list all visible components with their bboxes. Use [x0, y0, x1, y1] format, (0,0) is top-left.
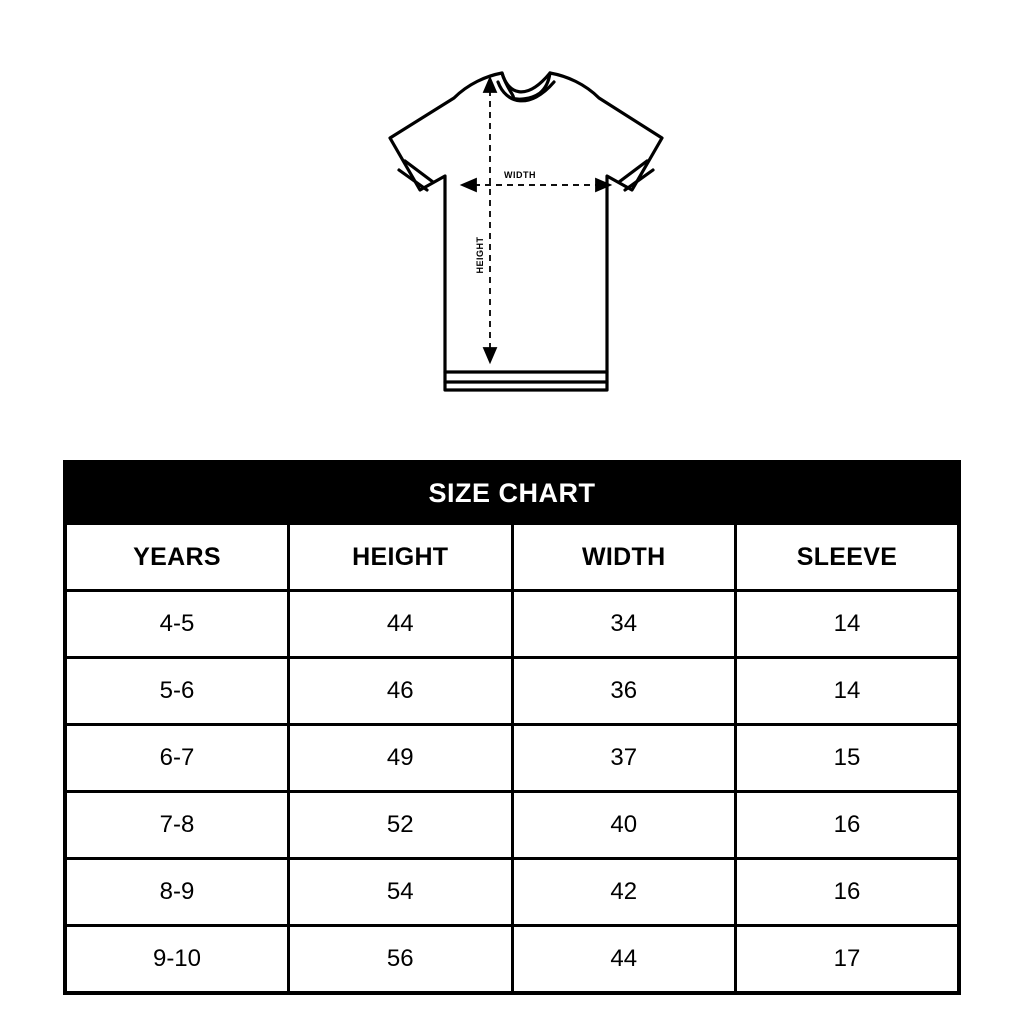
years-cell: 8-9	[65, 859, 289, 926]
size-chart-table-wrapper	[63, 460, 961, 995]
column-header: YEARS	[65, 524, 289, 591]
column-header: WIDTH	[512, 524, 736, 591]
measurement-cell: 14	[736, 658, 960, 725]
measurement-cell: 46	[289, 658, 513, 725]
measurement-cell: 16	[736, 792, 960, 859]
size-chart-table	[63, 460, 961, 995]
measurement-cell: 15	[736, 725, 960, 792]
measurement-cell: 52	[289, 792, 513, 859]
t-shirt-outline-icon	[302, 60, 722, 430]
width-dimension-label: WIDTH	[504, 170, 536, 180]
measurement-cell: 44	[289, 591, 513, 658]
years-cell: 7-8	[65, 792, 289, 859]
measurement-cell: 56	[289, 926, 513, 994]
column-header: HEIGHT	[289, 524, 513, 591]
years-cell: 6-7	[65, 725, 289, 792]
years-cell: 5-6	[65, 658, 289, 725]
measurement-cell: 34	[512, 591, 736, 658]
table-row	[65, 859, 959, 926]
chart-title: SIZE CHART	[65, 462, 959, 524]
measurement-cell: 42	[512, 859, 736, 926]
chart-title-row	[65, 462, 959, 524]
years-cell: 9-10	[65, 926, 289, 994]
measurement-cell: 14	[736, 591, 960, 658]
table-row	[65, 591, 959, 658]
measurement-cell: 49	[289, 725, 513, 792]
height-dimension-label: HEIGHT	[475, 236, 485, 274]
shirt-illustration	[0, 60, 1024, 440]
measurement-cell: 36	[512, 658, 736, 725]
chart-header-row	[65, 524, 959, 591]
column-header: SLEEVE	[736, 524, 960, 591]
table-row	[65, 658, 959, 725]
measurement-cell: 54	[289, 859, 513, 926]
table-row	[65, 926, 959, 994]
measurement-cell: 16	[736, 859, 960, 926]
measurement-cell: 44	[512, 926, 736, 994]
years-cell: 4-5	[65, 591, 289, 658]
measurement-cell: 40	[512, 792, 736, 859]
table-row	[65, 725, 959, 792]
measurement-cell: 17	[736, 926, 960, 994]
measurement-cell: 37	[512, 725, 736, 792]
table-row	[65, 792, 959, 859]
